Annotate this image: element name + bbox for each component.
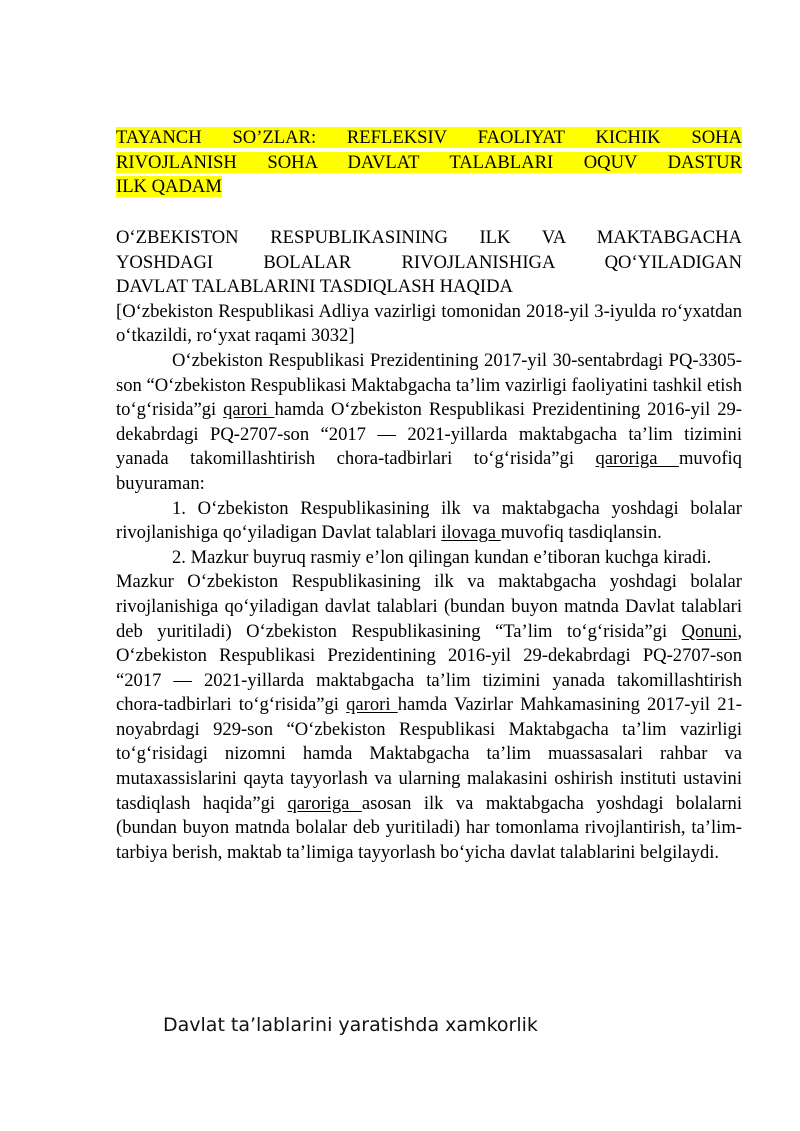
link-qonuni[interactable]: Qonuni	[681, 620, 738, 642]
paragraph-preamble: O‘zbekiston Respublikasi Prezidentining 2017-yil 30-sentabrdagi PQ-3305-son “O‘zbekiston Respublikasi Maktabgacha ta’lim vazirligi faoliyatini tashkil etish to‘g‘risida”gi qarori hamda O‘zbekiston Respublikasi Prezidentining 2016-yil 29-dekabrdagi PQ-2707-son “2017 — 2021-yillarda maktabgacha ta’lim tizimini yanada takomillashtirish chora-tadbirlari to‘g‘risida”gi qaroriga muvofiq buyuraman:	[116, 349, 742, 494]
document-title-line-2: YOSHDAGI BOLALAR RIVOJLANISHIGA QO‘YILADIGAN	[116, 251, 742, 273]
paragraph-scope: Mazkur O‘zbekiston Respublikasining ilk va maktabgacha yoshdagi bolalar rivojlanishiga qo‘yiladigan davlat talablari (bundan buyon matnda Davlat talablari deb yuritiladi) O‘zbekiston Respublikasining “Ta’lim to‘g‘risida”gi Qonuni, O‘zbekiston Respublikasi Prezidentining 2016-yil 29-dekabrdagi PQ-2707-son “2017 — 2021-yillarda maktabgacha ta’lim tizimini yanada takomillashtirish chora-tadbirlari to‘g‘risida”gi qarori hamda Vazirlar Mahkamasining 2017-yil 21-noyabrdagi 929-son “O‘zbekiston Respublikasi Maktabgacha ta’lim vazirligi to‘g‘risidagi nizomni hamda Maktabgacha ta’lim muassasalari rahbar va mutaxassislarini qayta tayyorlash va ularning malakasini oshirish instituti ustavini tasdiqlash haqida”gi qaroriga asosan ilk va maktabgacha yoshdagi bolalarni (bundan buyon matnda bolalar deb yuritiladi) har tomonlama rivojlantirish, ta’lim-tarbiya berish, maktab ta’limiga tayyorlash bo‘yicha davlat talablarini belgilaydi.	[116, 571, 742, 863]
document-title-line-3: DAVLAT TALABLARINI TASDIQLASH HAQIDA	[116, 276, 513, 298]
order-item-2: 2. Mazkur buyruq rasmiy e’lon qilingan kundan e’tiboran kuchga kiradi.	[172, 546, 712, 568]
keywords-block	[116, 126, 742, 200]
order-item-1: 1. O‘zbekiston Respublikasining ilk va maktabgacha yoshdagi bolalar rivojlanishiga qo‘yiladigan Davlat talablari ilovaga muvofiq tasdiqlansin.	[116, 497, 742, 544]
registration-note: [O‘zbekiston Respublikasi Adliya vazirligi tomonidan 2018-yil 3-iyulda ro‘yxatdan o‘tkazildi, ro‘yxat raqami 3032]	[116, 300, 742, 347]
section-heading: Davlat ta’lablarini yaratishda xamkorlik	[163, 1014, 538, 1036]
document-title-line-1: O‘ZBEKISTON RESPUBLIKASINING ILK VA MAKTABGACHA	[116, 227, 742, 248]
keywords-line-3: ILK QADAM	[116, 176, 222, 198]
link-qarori[interactable]: qarori	[223, 399, 275, 421]
keywords-line-1: TAYANCH SO’ZLAR: REFLEKSIV FAOLIYAT KICHIK SOHA	[116, 127, 742, 148]
link-qaroriga-2[interactable]: qaroriga	[287, 792, 362, 814]
document-body	[116, 226, 742, 865]
link-qarori-2[interactable]: qarori	[346, 694, 398, 716]
link-ilovaga[interactable]: ilovaga	[441, 522, 501, 544]
link-qaroriga[interactable]: qaroriga	[595, 448, 679, 470]
keywords-line-2: RIVOJLANISH SOHA DAVLAT TALABLARI OQUV DASTUR	[116, 151, 742, 173]
